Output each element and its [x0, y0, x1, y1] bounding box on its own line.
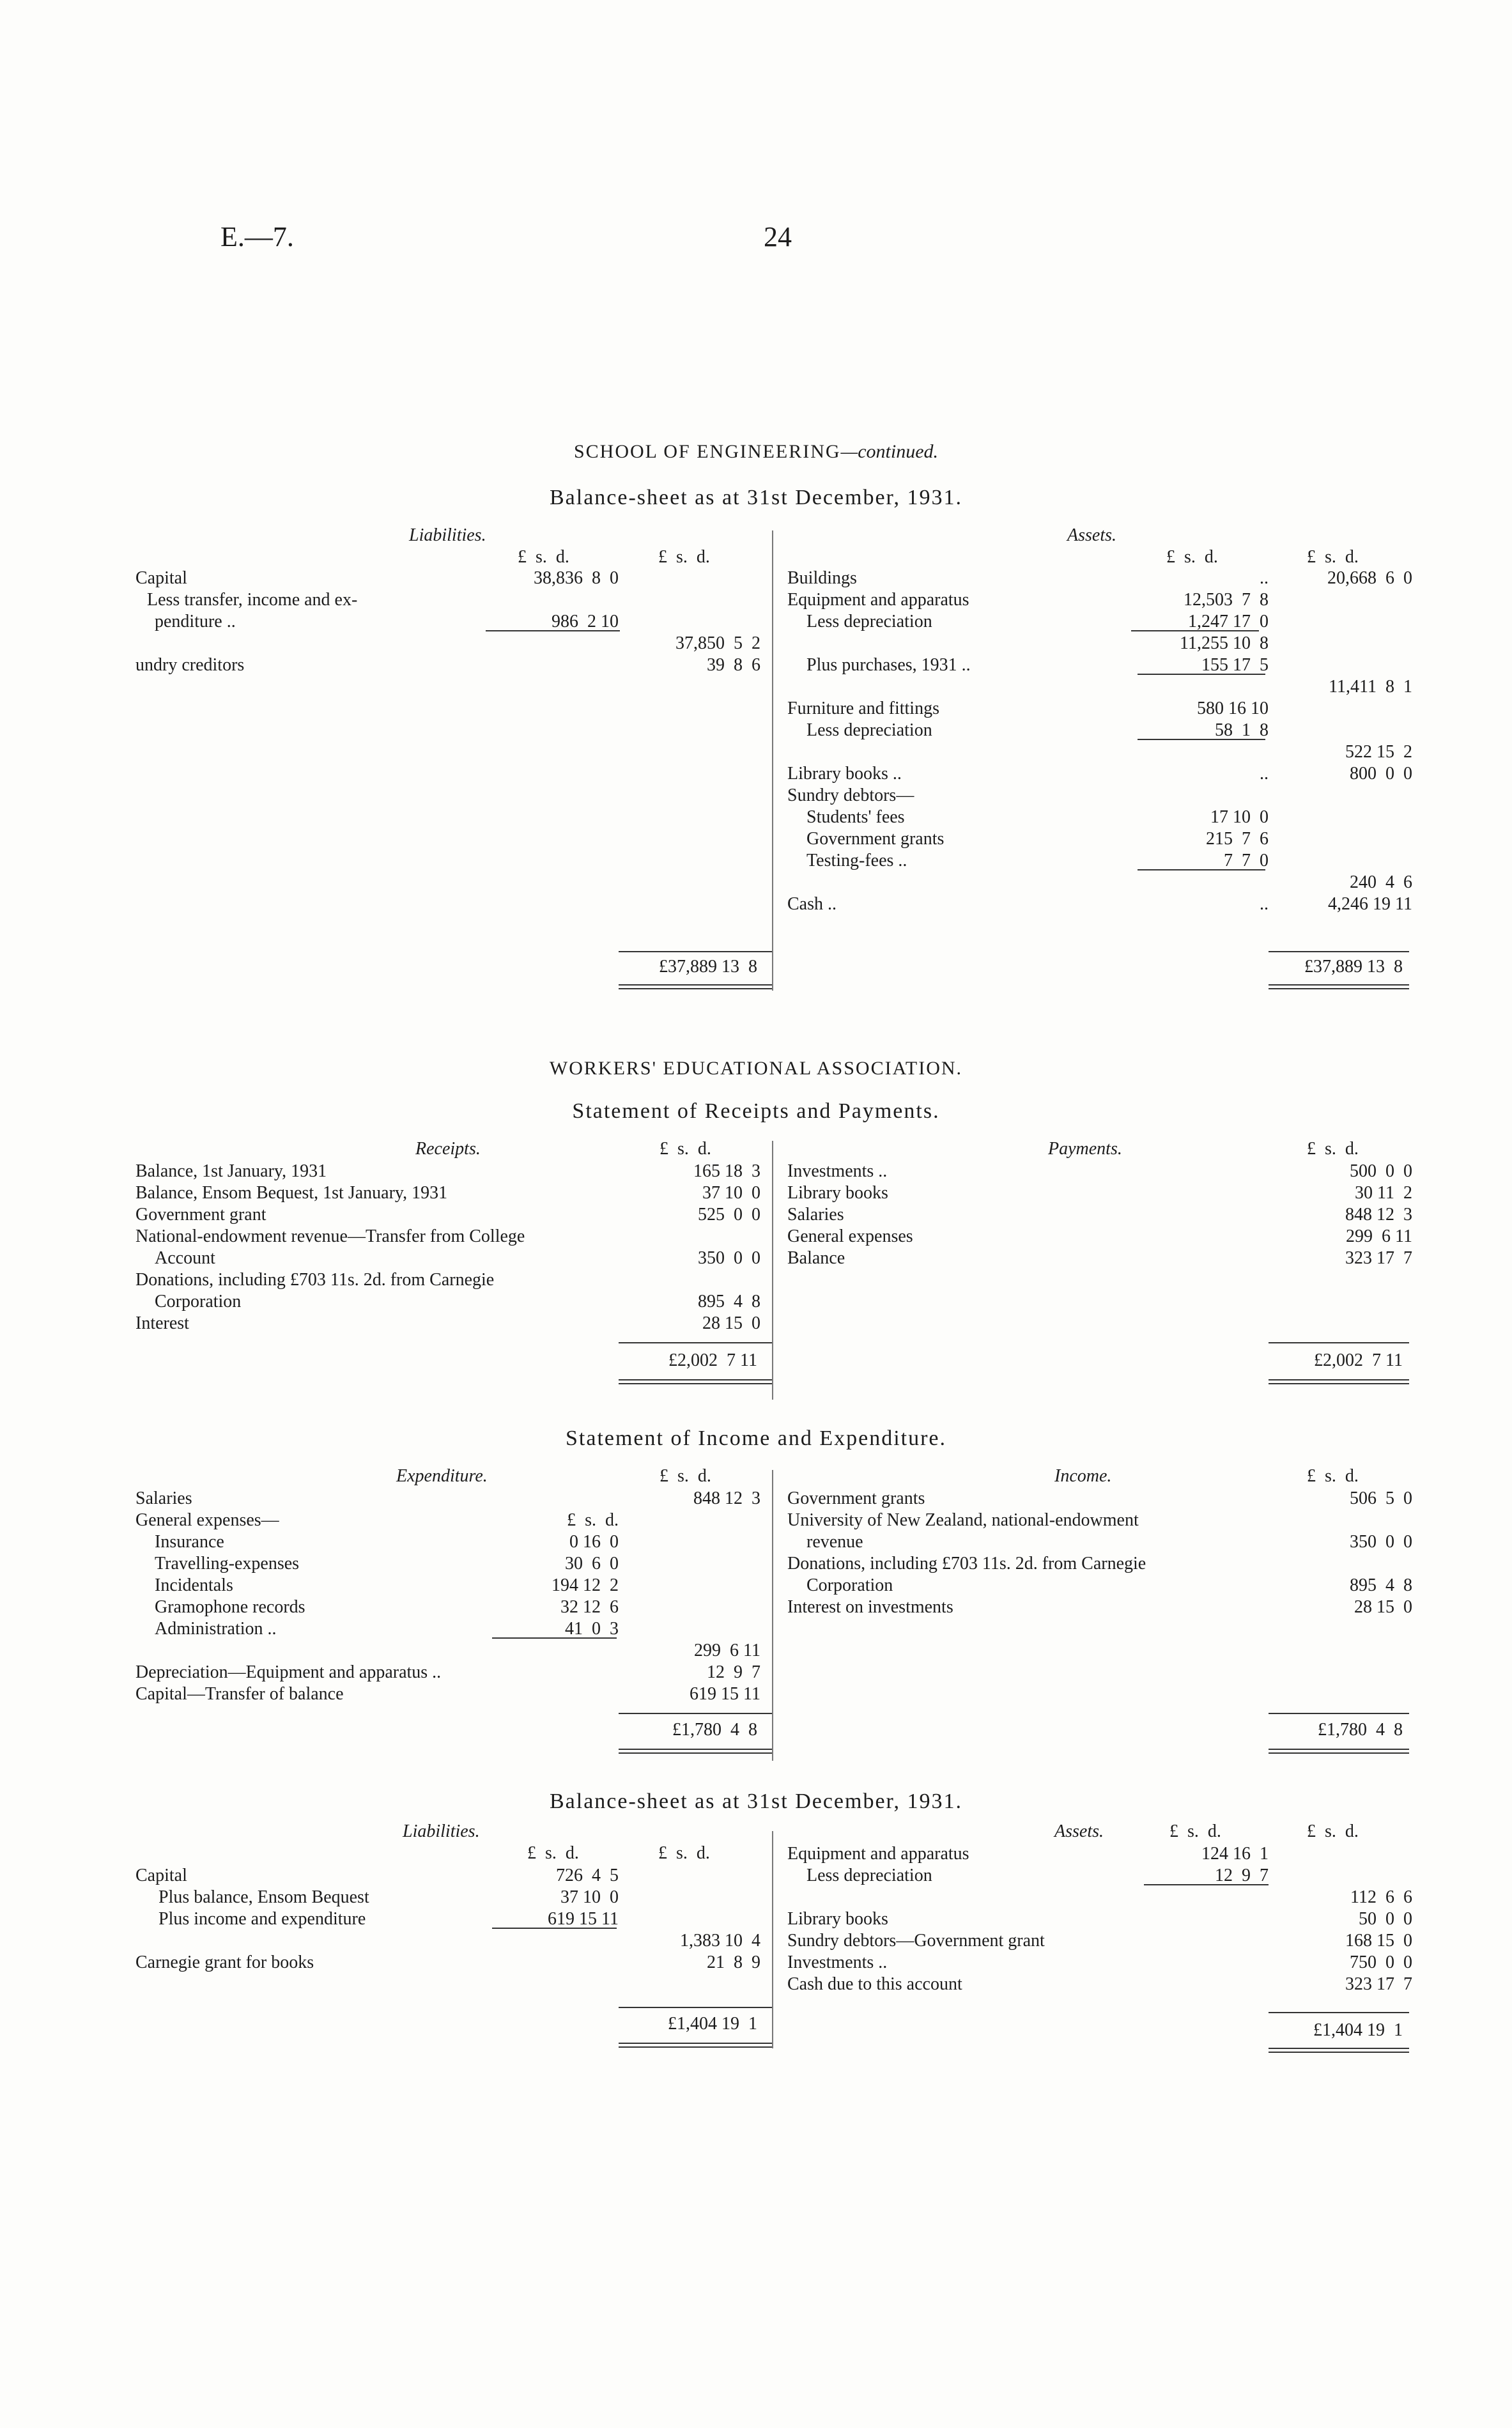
- expenditure-row: [0, 1662, 1512, 1683]
- eng-asset-row: [0, 720, 1512, 741]
- payment-row: [0, 1161, 1512, 1182]
- wea-asset-subtotal-rule: [1144, 1884, 1269, 1885]
- receipt-amount: 525 0 0: [698, 1205, 760, 1225]
- wea-liab-total-double-rule: [619, 2043, 772, 2048]
- expenditure-label: Depreciation—Equipment and apparatus ..: [135, 1662, 442, 1682]
- payments-heading: Payments.: [1048, 1139, 1122, 1159]
- receipt-label: Balance, 1st January, 1931: [135, 1161, 327, 1181]
- wea-asset-total-double-rule: [1269, 2048, 1409, 2053]
- income-total-double-rule: [1269, 1749, 1409, 1754]
- eng-asset-subtotal-rule: [1138, 739, 1265, 740]
- receipt-row: [0, 1313, 1512, 1334]
- income-row: [0, 1597, 1512, 1618]
- eng-asset-amount: 522 15 2: [1345, 742, 1412, 762]
- expenditure-total-double-rule: [619, 1749, 772, 1754]
- wea-liab-units-2: £ s. d.: [658, 1843, 710, 1863]
- income-row: [0, 1531, 1512, 1553]
- eng-asset-amount: 4,246 19 11: [1328, 894, 1412, 914]
- eng-asset-amount: 240 4 6: [1350, 872, 1412, 892]
- receipt-label: Balance, Ensom Bequest, 1st January, 1931: [135, 1183, 448, 1203]
- receipt-amount: 350 0 0: [698, 1248, 760, 1268]
- expenditure-row: [0, 1640, 1512, 1662]
- engineering-title-text: SCHOOL OF ENGINEERING: [573, 441, 841, 462]
- wea-liab-units-1: £ s. d.: [527, 1843, 579, 1863]
- wea-asset-row: [0, 1908, 1512, 1930]
- payment-amount: 848 12 3: [1345, 1205, 1412, 1225]
- expenditure-label: Travelling-expenses: [155, 1554, 300, 1574]
- eng-asset-total-double-rule: [1269, 984, 1409, 989]
- payments-total-value: £2,002 7 11: [1314, 1350, 1403, 1370]
- eng-asset-row: [0, 850, 1512, 872]
- income-amount: 506 5 0: [1350, 1489, 1412, 1508]
- eng-asset-subtotal-rule: [1131, 630, 1259, 631]
- expenditure-amount: 12 9 7: [707, 1662, 760, 1682]
- eng-asset-amount: 11,411 8 1: [1329, 677, 1412, 697]
- engineering-liabilities-heading: Liabilities.: [409, 525, 486, 545]
- eng-liability-amount: 39 8 6: [707, 655, 760, 675]
- receipt-amount: 37 10 0: [702, 1183, 760, 1203]
- receipt-label: National-endowment revenue—Transfer from College: [135, 1226, 525, 1246]
- eng-liability-label: penditure ..: [155, 612, 236, 631]
- wea-asset-label: Equipment and apparatus: [787, 1844, 969, 1864]
- payment-label: Library books: [787, 1183, 888, 1203]
- wea-liab-total-rule: [619, 2007, 772, 2008]
- expenditure-total-rule: [619, 1713, 772, 1714]
- eng-asset-label: Less depreciation: [806, 720, 932, 740]
- wea-asset-amount: 750 0 0: [1350, 1952, 1412, 1972]
- expenditure-label: Salaries: [135, 1489, 192, 1508]
- wea-asset-amount: 12 9 7: [1215, 1866, 1269, 1885]
- receipt-label: Corporation: [155, 1292, 242, 1311]
- eng-asset-row: [0, 568, 1512, 589]
- eng-asset-amount: 7 7 0: [1224, 851, 1269, 870]
- eng-asset-amount: 17 10 0: [1210, 807, 1269, 827]
- payment-row: [0, 1248, 1512, 1269]
- payments-total-double-rule: [1269, 1379, 1409, 1384]
- payment-label: Investments ..: [787, 1161, 888, 1181]
- eng-asset-row: [0, 785, 1512, 807]
- wea-assets-total: [0, 2020, 1412, 2041]
- receipt-amount: 28 15 0: [702, 1313, 760, 1333]
- income-row: [0, 1575, 1512, 1597]
- wea-asset-label: Investments ..: [787, 1952, 888, 1972]
- income-label: revenue: [806, 1532, 863, 1552]
- eng-asset-subtotal-rule: [1138, 869, 1265, 870]
- receipt-amount: 895 4 8: [698, 1292, 760, 1311]
- payment-amount: 299 6 11: [1346, 1226, 1412, 1246]
- eng-liab-total-double-rule: [619, 984, 772, 989]
- expenditure-amount: 619 15 11: [690, 1684, 760, 1704]
- eng-asset-row: [0, 676, 1512, 698]
- receipt-row: [0, 1291, 1512, 1313]
- wea-liability-amount: 726 4 5: [556, 1866, 619, 1885]
- expenditure-label: Capital—Transfer of balance: [135, 1684, 344, 1704]
- wea-asset-row: [0, 1865, 1512, 1887]
- expenditure-label: General expenses—: [135, 1510, 279, 1530]
- payment-amount: 323 17 7: [1345, 1248, 1412, 1268]
- wea-asset-units-2: £ s. d.: [1307, 1821, 1359, 1841]
- eng-asset-row: [0, 589, 1512, 611]
- eng-asset-label: Cash ..: [787, 894, 837, 914]
- eng-asset-label: Students' fees: [806, 807, 905, 827]
- eng-asset-row: [0, 872, 1512, 893]
- engineering-balance-subtitle: Balance-sheet as at 31st December, 1931.: [549, 486, 963, 509]
- expenditure-total-value: £1,780 4 8: [672, 1720, 757, 1740]
- payment-row: [0, 1226, 1512, 1248]
- eng-asset-label: Testing-fees ..: [806, 851, 907, 870]
- income-amount: 350 0 0: [1350, 1532, 1412, 1552]
- wea-liability-amount: 21 8 9: [707, 1952, 760, 1972]
- expenditure-amount: 30 6 0: [565, 1554, 619, 1574]
- engineering-title: [0, 441, 1512, 463]
- eng-asset-units-2: £ s. d.: [1307, 547, 1359, 567]
- wea-asset-row: [0, 1887, 1512, 1908]
- eng-asset-amount: 58 1 8: [1215, 720, 1269, 740]
- payment-label: Salaries: [787, 1205, 844, 1225]
- income-label: Government grants: [787, 1489, 925, 1508]
- receipts-heading: Receipts.: [415, 1139, 481, 1159]
- eng-asset-row: [0, 741, 1512, 763]
- eng-asset-amount: 11,255 10 8: [1180, 633, 1269, 653]
- eng-asset-total-rule: [1269, 951, 1409, 952]
- eng-asset-amount: ..: [1260, 568, 1269, 588]
- income-amount: 28 15 0: [1354, 1597, 1412, 1617]
- eng-asset-label: Library books ..: [787, 764, 902, 784]
- eng-liability-label: undry creditors: [135, 655, 245, 675]
- expenditure-amount: 0 16 0: [569, 1532, 619, 1552]
- wea-assets-total-value: £1,404 19 1: [1313, 2020, 1403, 2040]
- eng-asset-amount: 580 16 10: [1197, 699, 1269, 718]
- receipt-label: Government grant: [135, 1205, 266, 1225]
- wea-asset-label: Sundry debtors—Government grant: [787, 1931, 1045, 1951]
- engineering-liabilities-total-value: £37,889 13 8: [659, 957, 757, 977]
- income-total-value: £1,780 4 8: [1318, 1720, 1403, 1740]
- eng-asset-amount: 12,503 7 8: [1184, 590, 1269, 610]
- eng-asset-row: [0, 611, 1512, 633]
- payment-row: [0, 1204, 1512, 1226]
- eng-asset-row: [0, 633, 1512, 654]
- receipt-label: Account: [155, 1248, 215, 1268]
- wea-asset-amount: 168 15 0: [1345, 1931, 1412, 1951]
- eng-asset-amount: ..: [1260, 764, 1269, 784]
- wea-liability-amount: 37 10 0: [560, 1887, 619, 1907]
- eng-asset-row: [0, 654, 1512, 676]
- income-row: [0, 1553, 1512, 1575]
- wea-assets-heading: Assets.: [1054, 1821, 1104, 1841]
- eng-asset-label: Equipment and apparatus: [787, 590, 969, 610]
- wea-asset-amount: 50 0 0: [1359, 1909, 1412, 1929]
- wea-asset-units-1: £ s. d.: [1169, 1821, 1221, 1841]
- engineering-assets-total-value: £37,889 13 8: [1304, 957, 1403, 977]
- payments-total: [0, 1350, 1412, 1372]
- income-expenditure-subtitle: Statement of Income and Expenditure.: [566, 1427, 946, 1450]
- wea-asset-total-rule: [1269, 2012, 1409, 2013]
- engineering-assets-heading: Assets.: [1067, 525, 1116, 545]
- wea-asset-row: [0, 1843, 1512, 1865]
- payment-label: General expenses: [787, 1226, 913, 1246]
- eng-liability-label: Less transfer, income and ex-: [147, 590, 358, 610]
- wea-asset-label: Cash due to this account: [787, 1974, 962, 1994]
- eng-asset-amount: 215 7 6: [1206, 829, 1269, 849]
- eng-liability-amount: 38,836 8 0: [534, 568, 619, 588]
- eng-asset-amount: 20,668 6 0: [1327, 568, 1412, 588]
- eng-liability-label: Capital: [135, 568, 187, 588]
- income-total-rule: [1269, 1713, 1409, 1714]
- expenditure-heading: Expenditure.: [396, 1466, 488, 1486]
- wea-title: WORKERS' EDUCATIONAL ASSOCIATION.: [549, 1058, 963, 1079]
- income-label: University of New Zealand, national-endowment: [787, 1510, 1139, 1530]
- eng-liability-amount: 986 2 10: [552, 612, 619, 631]
- income-units: £ s. d.: [1307, 1466, 1359, 1486]
- wea-asset-label: Library books: [787, 1909, 888, 1929]
- expenditure-amount: 194 12 2: [552, 1575, 619, 1595]
- eng-asset-amount: 1,247 17 0: [1188, 612, 1269, 631]
- receipt-label: Interest: [135, 1313, 189, 1333]
- eng-liab-units-2: £ s. d.: [658, 547, 710, 567]
- eng-liab-total-rule: [619, 951, 772, 952]
- expenditure-amount: 848 12 3: [693, 1489, 760, 1508]
- receipt-amount: 165 18 3: [693, 1161, 760, 1181]
- income-label: Interest on investments: [787, 1597, 953, 1617]
- expenditure-label: Incidentals: [155, 1575, 233, 1595]
- payment-row: [0, 1182, 1512, 1204]
- expenditure-units: £ s. d.: [660, 1466, 711, 1486]
- income-row: [0, 1488, 1512, 1510]
- wea-liability-label: Plus income and expenditure: [158, 1909, 366, 1929]
- eng-asset-amount: 800 0 0: [1350, 764, 1412, 784]
- income-label: Donations, including £703 11s. 2d. from Carnegie: [787, 1554, 1146, 1574]
- wea-liability-label: Capital: [135, 1866, 187, 1885]
- receipt-row: [0, 1269, 1512, 1291]
- income-total: [0, 1719, 1412, 1741]
- expenditure-subtotal-rule: [492, 1637, 617, 1639]
- receipts-total-value: £2,002 7 11: [668, 1350, 757, 1370]
- eng-asset-row: [0, 698, 1512, 720]
- wea-asset-amount: 124 16 1: [1201, 1844, 1269, 1864]
- document-code: E.—7.: [220, 221, 294, 252]
- wea-balance-subtitle: Balance-sheet as at 31st December, 1931.: [549, 1790, 963, 1813]
- wea-asset-row: [0, 1974, 1512, 1995]
- eng-liab-units-1: £ s. d.: [518, 547, 569, 567]
- engineering-assets-total: [0, 956, 1412, 978]
- engineering-title-continued: —continued.: [840, 441, 939, 462]
- wea-asset-row: [0, 1930, 1512, 1952]
- wea-asset-label: Less depreciation: [806, 1866, 932, 1885]
- payment-label: Balance: [787, 1248, 845, 1268]
- income-heading: Income.: [1054, 1466, 1112, 1486]
- payments-units: £ s. d.: [1307, 1139, 1359, 1159]
- payment-amount: 30 11 2: [1355, 1183, 1412, 1203]
- payment-amount: 500 0 0: [1350, 1161, 1412, 1181]
- eng-asset-subtotal-rule: [1138, 674, 1265, 675]
- eng-asset-row: [0, 763, 1512, 785]
- expenditure-amount: 41 0 3: [565, 1619, 619, 1639]
- expenditure-row: [0, 1618, 1512, 1640]
- wea-asset-amount: 323 17 7: [1345, 1974, 1412, 1994]
- eng-asset-label: Plus purchases, 1931 ..: [806, 655, 971, 675]
- receipts-total-rule: [619, 1342, 772, 1343]
- income-label: Corporation: [806, 1575, 893, 1595]
- eng-asset-label: Furniture and fittings: [787, 699, 939, 718]
- page-number: 24: [764, 221, 792, 252]
- expenditure-amount: 32 12 6: [560, 1597, 619, 1617]
- expenditure-label: Gramophone records: [155, 1597, 305, 1617]
- wea-asset-amount: 112 6 6: [1350, 1887, 1412, 1907]
- wea-asset-row: [0, 1952, 1512, 1974]
- wea-liability-amount: 619 15 11: [548, 1909, 619, 1929]
- eng-liability-amount: 37,850 5 2: [675, 633, 760, 653]
- receipt-label: Donations, including £703 11s. 2d. from Carnegie: [135, 1270, 495, 1290]
- income-amount: 895 4 8: [1350, 1575, 1412, 1595]
- expenditure-amount: 299 6 11: [694, 1641, 760, 1660]
- wea-liability-label: Plus balance, Ensom Bequest: [158, 1887, 369, 1907]
- wea-liability-amount: 1,383 10 4: [680, 1931, 760, 1951]
- expenditure-label: Insurance: [155, 1532, 224, 1552]
- eng-asset-row: [0, 893, 1512, 915]
- income-row: [0, 1510, 1512, 1531]
- receipts-total-double-rule: [619, 1379, 772, 1384]
- expenditure-label: Administration ..: [155, 1619, 277, 1639]
- eng-asset-label: Less depreciation: [806, 612, 932, 631]
- expenditure-row: [0, 1683, 1512, 1705]
- eng-asset-label: Sundry debtors—: [787, 785, 914, 805]
- wea-liabilities-heading: Liabilities.: [403, 1821, 480, 1841]
- wea-liability-label: Carnegie grant for books: [135, 1952, 314, 1972]
- eng-asset-label: Buildings: [787, 568, 857, 588]
- eng-asset-row: [0, 807, 1512, 828]
- eng-asset-units-1: £ s. d.: [1166, 547, 1218, 567]
- receipts-units: £ s. d.: [660, 1139, 711, 1159]
- eng-asset-amount: 155 17 5: [1201, 655, 1269, 675]
- payments-total-rule: [1269, 1342, 1409, 1343]
- eng-asset-row: [0, 828, 1512, 850]
- wea-liabilities-total-value: £1,404 19 1: [668, 2014, 757, 2034]
- receipts-payments-subtitle: Statement of Receipts and Payments.: [572, 1099, 940, 1123]
- eng-asset-amount: ..: [1260, 894, 1269, 914]
- eng-asset-label: Government grants: [806, 829, 945, 849]
- expenditure-amount: £ s. d.: [567, 1510, 619, 1530]
